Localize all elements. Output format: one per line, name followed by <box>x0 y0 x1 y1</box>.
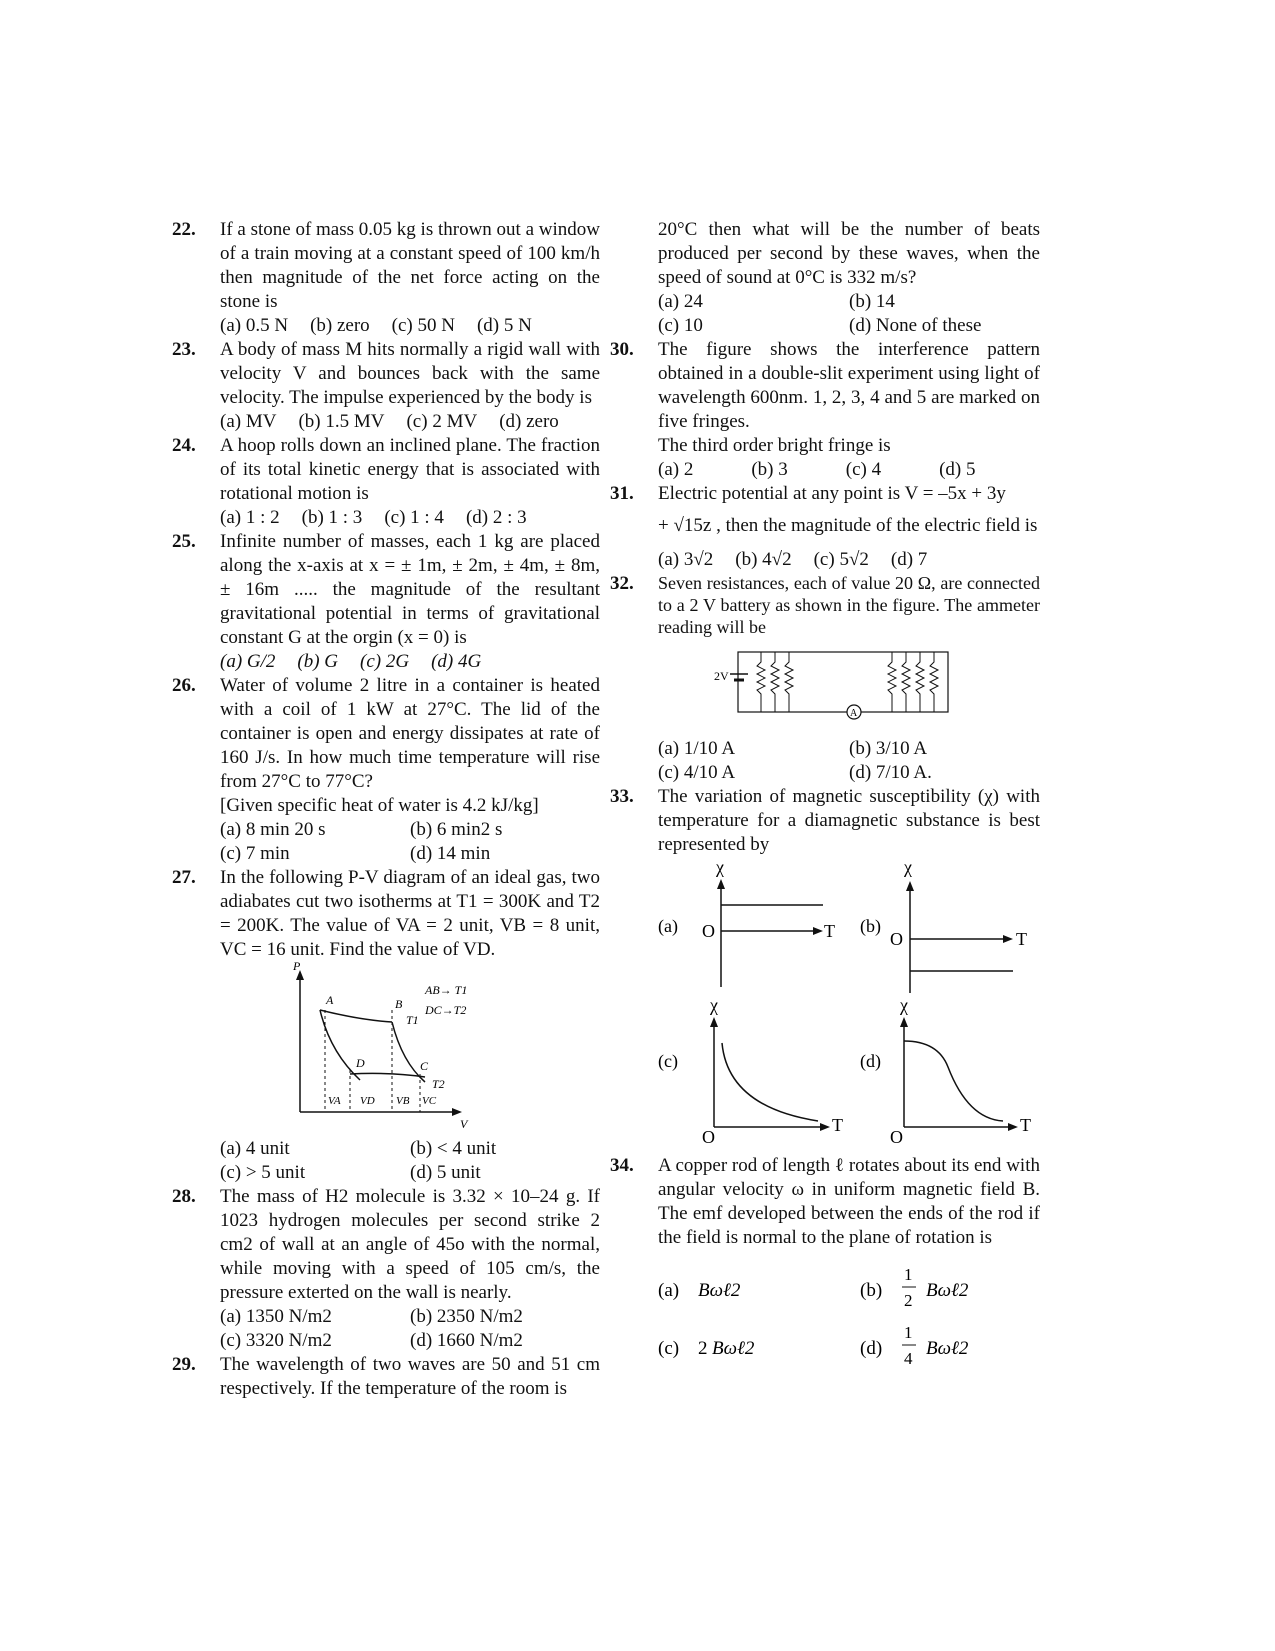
option-a[interactable]: (a) 4 unit <box>220 1138 290 1159</box>
question-number: 30. <box>610 339 634 360</box>
right-column <box>610 218 1040 1377</box>
option-d[interactable]: (d) 5 N <box>476 315 532 336</box>
graph-c-y-arrow <box>710 1017 718 1027</box>
graph-c-label: (c) <box>658 1051 678 1071</box>
options <box>220 650 600 674</box>
option-a[interactable]: (a) MV <box>220 411 277 432</box>
graph-b-chi: χ <box>904 857 912 877</box>
label-a: A <box>326 993 334 1007</box>
resistor-bank-left <box>757 652 793 712</box>
question-text: The figure shows the interference pattern obtained in a double-slit experiment using light of wavelength 600nm. 1, 2, 3, 4 and 5 are marked on five fringes. <box>658 339 1040 432</box>
option-c[interactable]: (c) 2G <box>360 651 410 672</box>
isotherm-t2 <box>350 1073 425 1077</box>
graph-a-x-arrow <box>813 927 823 935</box>
circuit-svg <box>658 638 1038 730</box>
label-vd: VD <box>360 1095 375 1107</box>
options <box>220 506 600 530</box>
graph-d-t: T <box>1020 1115 1031 1135</box>
question-text: The variation of magnetic susceptibility (χ) with temperature for a diamagnetic substance is best represented by <box>658 786 1040 855</box>
option-a[interactable]: (a) 8 min 20 s <box>220 819 326 840</box>
option-c[interactable]: (c) 4/10 A <box>658 762 736 783</box>
v-axis-arrow <box>452 1108 462 1116</box>
graph-d-chi: χ <box>900 995 908 1015</box>
isotherm-t1 <box>320 1010 392 1022</box>
graph-d-x-arrow <box>1008 1123 1018 1131</box>
option-c[interactable]: (c) 2 MV <box>406 411 478 432</box>
label-vb: VB <box>396 1095 410 1107</box>
options <box>220 410 600 434</box>
graph-b-y-arrow <box>906 881 914 891</box>
question-number: 27. <box>172 867 196 888</box>
question-text-2: + √15z , then the magnitude of the electric field is <box>658 515 1038 536</box>
question-text: If a stone of mass 0.05 kg is thrown out a window of a train moving at a constant speed of 100 km/h then magnitude of the net force acting on the stone is <box>220 219 600 312</box>
graph-b-origin: O <box>890 929 903 949</box>
left-column <box>172 218 600 1401</box>
options <box>658 548 1040 572</box>
graph-b-label: (b) <box>860 916 881 936</box>
option-d[interactable]: (d) <box>860 1338 883 1359</box>
pv-diagram-svg <box>220 962 600 1130</box>
options <box>220 1305 600 1353</box>
question-23 <box>172 338 600 434</box>
option-a[interactable]: (a) 3√2 <box>658 549 714 570</box>
question-text: Seven resistances, each of value 20 Ω, are connected to a 2 V battery as shown in the figure. The ammeter reading will be <box>658 573 1040 637</box>
graph-c-curve <box>722 1043 818 1121</box>
option-b[interactable]: (b) zero <box>310 315 370 336</box>
option-a[interactable]: (a) 0.5 N <box>220 315 289 336</box>
option-c[interactable]: (c) <box>658 1338 680 1359</box>
question-text: The mass of H2 molecule is 3.32 × 10–24 g. If 1023 hydrogen molecules per second strike 2 cm2 of wall at an angle of 45o with the normal, while moving with a speed of 105 cm/s, the pressure exterted on the wall is nearly. <box>220 1186 600 1303</box>
option-a[interactable]: (a) <box>658 1280 680 1301</box>
option-b-denominator: 2 <box>904 1291 913 1310</box>
question-text-continued: 20°C then what will be the number of beats produced per second by these waves, when the speed of sound at 0°C is 332 m/s? <box>658 219 1040 288</box>
option-b[interactable]: (b) <box>860 1280 883 1301</box>
option-d[interactable]: (d) 1660 N/m2 <box>410 1330 523 1351</box>
susceptibility-graphs <box>658 857 1040 1154</box>
graph-d-curve <box>904 1041 1003 1121</box>
graph-a-chi: χ <box>716 857 724 877</box>
option-d[interactable]: (d) 14 min <box>410 843 491 864</box>
q34-options-svg <box>658 1250 1048 1370</box>
options <box>658 737 1040 785</box>
question-24 <box>172 434 600 530</box>
label-d: D <box>356 1056 365 1070</box>
option-d[interactable]: (d) 4G <box>431 651 482 672</box>
options <box>220 1137 600 1185</box>
question-text: Electric potential at any point is V = –5x + 3y <box>658 483 1006 504</box>
option-a-expr: Bωℓ2 <box>698 1280 741 1301</box>
question-text: A body of mass M hits normally a rigid wall with velocity V and bounces back with the same velocity. The impulse experienced by the body is <box>220 339 600 408</box>
question-text: A hoop rolls down an inclined plane. The fraction of its total kinetic energy that is associated with rotational motion is <box>220 435 600 504</box>
options <box>220 818 600 866</box>
option-b-expr: Bωℓ2 <box>926 1280 969 1301</box>
graph-d-y-arrow <box>900 1017 908 1027</box>
question-text: In the following P-V diagram of an ideal gas, two adiabates cut two isotherms at T1 = 300K and T2 = 200K. The value of VA = 2 unit, VB = 8 unit, VC = 16 unit. Find the value of VD. <box>220 867 600 960</box>
label-t2: T2 <box>432 1077 445 1091</box>
legend-dc: DC→T2 <box>425 1003 467 1017</box>
graph-c-x-arrow <box>820 1123 830 1131</box>
option-d[interactable]: (d) 5 <box>939 459 976 480</box>
option-d[interactable]: (d) None of these <box>849 315 982 336</box>
graph-c-origin: O <box>702 1127 715 1147</box>
question-number: 28. <box>172 1186 196 1207</box>
label-v: V <box>460 1117 468 1130</box>
question-29-continued <box>610 218 1040 338</box>
question-note: [Given specific heat of water is 4.2 kJ/kg] <box>220 795 539 816</box>
question-33 <box>610 785 1040 1154</box>
graph-a-t: T <box>824 921 835 941</box>
graph-c-chi: χ <box>710 995 718 1015</box>
option-a[interactable]: (a) 1/10 A <box>658 738 736 759</box>
question-27 <box>172 866 600 1185</box>
option-b[interactable]: (b) 2350 N/m2 <box>410 1306 523 1327</box>
legend-ab: AB→ T1 <box>425 983 468 997</box>
question-number: 24. <box>172 435 196 456</box>
option-c[interactable]: (c) 5√2 <box>813 549 869 570</box>
question-number: 33. <box>610 786 634 807</box>
question-34 <box>610 1154 1040 1377</box>
option-c[interactable]: (c) 1 : 4 <box>384 507 444 528</box>
option-d-numerator: 1 <box>904 1323 913 1342</box>
question-text: A copper rod of length ℓ rotates about its end with angular velocity ω in uniform magnetic field B. The emf developed between the ends of the rod if the field is normal to the plane of rotation is <box>658 1155 1040 1248</box>
q34-options <box>658 1250 1040 1377</box>
graph-d-origin: O <box>890 1127 903 1147</box>
question-number: 22. <box>172 219 196 240</box>
question-number: 34. <box>610 1155 634 1176</box>
graph-c-t: T <box>832 1115 843 1135</box>
option-d[interactable]: (d) 7/10 A. <box>849 762 932 783</box>
option-a[interactable]: (a) 1 : 2 <box>220 507 280 528</box>
question-number: 26. <box>172 675 196 696</box>
graph-b-x-arrow <box>1003 935 1013 943</box>
option-b-numerator: 1 <box>904 1265 913 1284</box>
option-c[interactable]: (c) > 5 unit <box>220 1162 306 1183</box>
question-text-2: The third order bright fringe is <box>658 435 891 456</box>
graph-a-y-arrow <box>717 879 725 889</box>
question-number: 31. <box>610 483 634 504</box>
question-text: The wavelength of two waves are 50 and 51 cm respectively. If the temperature of the room is <box>220 1354 600 1399</box>
adiabate-ad <box>320 1010 360 1080</box>
graphs-svg <box>658 857 1048 1147</box>
option-b[interactable]: (b) 6 min2 s <box>410 819 503 840</box>
option-a[interactable]: (a) G/2 <box>220 651 276 672</box>
question-30 <box>610 338 1040 482</box>
label-va: VA <box>328 1095 341 1107</box>
question-number: 25. <box>172 531 196 552</box>
question-text: Water of volume 2 litre in a container is heated with a coil of 1 kW at 27°C. The lid of the container is open and energy dissipates at rate of 160 J/s. In how much time temperature will rise from 27°C to 77°C? <box>220 675 600 792</box>
option-d[interactable]: (d) 2 : 3 <box>465 507 527 528</box>
graph-b-t: T <box>1016 929 1027 949</box>
option-b[interactable]: (b) < 4 unit <box>410 1138 497 1159</box>
resistor-bank-right <box>888 652 938 712</box>
question-22 <box>172 218 600 338</box>
options <box>658 458 1040 482</box>
battery-label: 2V <box>714 669 729 683</box>
option-b[interactable]: (b) 4√2 <box>735 549 792 570</box>
option-b[interactable]: (b) 3/10 A <box>849 738 928 759</box>
label-vc: VC <box>422 1095 437 1107</box>
adiabate-bc <box>392 1022 425 1082</box>
options <box>220 314 600 338</box>
question-31 <box>610 482 1040 572</box>
option-a[interactable]: (a) 1350 N/m2 <box>220 1306 332 1327</box>
circuit-diagram <box>658 638 1040 737</box>
question-text: Infinite number of masses, each 1 kg are placed along the x-axis at x = ± 1m, ± 2m, ± 4m, ± 8m, ± 16m ..... the magnitude of the resultant gravitational potential in terms of gravitational constant G at the orgin (x = 0) is <box>220 531 600 648</box>
graph-d-label: (d) <box>860 1051 881 1071</box>
option-d[interactable]: (d) 7 <box>890 549 928 570</box>
option-c[interactable]: (c) 7 min <box>220 843 290 864</box>
graph-a-origin: O <box>702 921 715 941</box>
question-25 <box>172 530 600 674</box>
graph-a-label: (a) <box>658 916 678 936</box>
question-28 <box>172 1185 600 1353</box>
option-c[interactable]: (c) 3320 N/m2 <box>220 1330 332 1351</box>
option-b[interactable]: (b) 14 <box>849 291 895 312</box>
option-c-expr: Bωℓ2 <box>712 1338 755 1359</box>
option-d[interactable]: (d) zero <box>499 411 559 432</box>
label-t1: T1 <box>406 1013 419 1027</box>
question-number: 32. <box>610 573 634 594</box>
option-c[interactable]: (c) 4 <box>845 459 882 480</box>
option-b[interactable]: (b) 1 : 3 <box>301 507 363 528</box>
pv-diagram <box>220 962 600 1137</box>
ammeter-label: A <box>850 708 858 719</box>
option-d-denominator: 4 <box>904 1349 913 1368</box>
options <box>658 290 1040 338</box>
option-a[interactable]: (a) 2 <box>658 459 694 480</box>
question-32 <box>610 572 1040 785</box>
option-c[interactable]: (c) 10 <box>658 315 703 336</box>
option-d-expr: Bωℓ2 <box>926 1338 969 1359</box>
label-b: B <box>395 997 403 1011</box>
option-b[interactable]: (b) G <box>297 651 339 672</box>
option-b[interactable]: (b) 3 <box>751 459 788 480</box>
label-c: C <box>420 1059 429 1073</box>
label-p: P <box>293 962 301 973</box>
option-c[interactable]: (c) 50 N <box>391 315 455 336</box>
option-b[interactable]: (b) 1.5 MV <box>298 411 385 432</box>
question-26 <box>172 674 600 866</box>
option-d[interactable]: (d) 5 unit <box>410 1162 481 1183</box>
option-a[interactable]: (a) 24 <box>658 291 703 312</box>
option-c-prefix: 2 <box>698 1338 708 1359</box>
question-number: 23. <box>172 339 196 360</box>
question-number: 29. <box>172 1354 196 1375</box>
question-29 <box>172 1353 600 1401</box>
